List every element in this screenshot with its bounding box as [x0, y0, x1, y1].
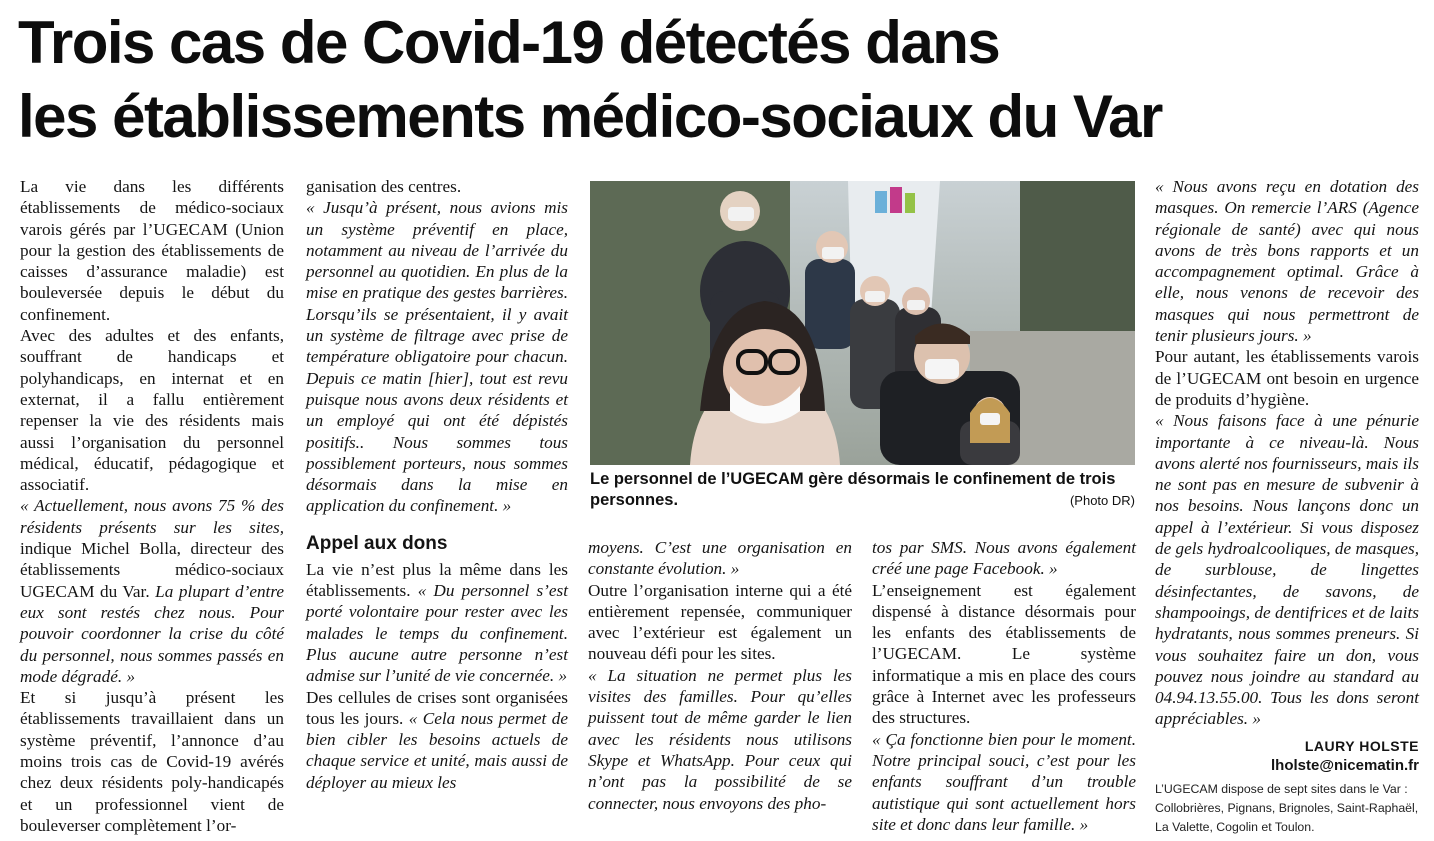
paragraph [1155, 176, 1419, 346]
caption-text: Le personnel de l’UGECAM gère désormais le confinement de trois personnes. [590, 470, 1116, 509]
paragraph: Outre l’organisation interne qui a été entièrement repensée, communiquer avec l’extérieur est également un nouveau défi pour les sites. [588, 580, 852, 664]
quote-text: « La situation ne permet plus les visites des familles. Pour qu’elles puissent tout de même garder le lien avec les résidents nous utilisons Skype et WhatsApp. Pour ceux qui n’ont pas la possibilité de se connecter, nous envoyons des pho- [588, 665, 852, 813]
paragraph [1155, 410, 1419, 729]
article-column-3 [588, 537, 852, 814]
headline-line-1: Trois cas de Covid-19 détectés dans [18, 9, 1000, 76]
quote-text: tos par SMS. Nous avons également créé une page Facebook. » [872, 538, 1136, 579]
paragraph [588, 665, 852, 814]
section-subheading: Appel aux dons [306, 532, 448, 554]
sites-footnote: L’UGECAM dispose de sept sites dans le Var : Collobrières, Pignans, Brignoles, Saint-Raphaël, La Valette, Cogolin et Toulon. [1155, 781, 1419, 834]
article-column-1 [20, 176, 284, 836]
body-text: indique Michel Bolla, directeur des établissements médico-sociaux UGECAM du Var. [20, 539, 284, 601]
paragraph: L’enseignement est également dispensé à distance désormais pour les enfants des établissements de l’UGECAM. Le système informatique a mis en place des cours grâce à Internet avec les professeurs des structures. [872, 580, 1136, 728]
group-selfie-illustration [590, 181, 1135, 465]
article-photo [590, 181, 1135, 465]
paragraph [872, 537, 1136, 580]
paragraph: Avec des adultes et des enfants, souffrant de handicaps et polyhandicaps, en internat et en externat, il a fallu entièrement repenser la vie des résidents mais aussi l’organisation du personnel médical, éducatif, pédagogique et associatif. [20, 326, 284, 495]
headline [18, 6, 1428, 154]
paragraph [306, 197, 568, 516]
paragraph: ganisation des centres. [306, 177, 462, 196]
quote-text: « Jusqu’à présent, nous avions mis un système préventif en place, notamment au niveau de l’arrivée du personnel au quotidien. En plus de la mise en pratique des gestes barrières. Lorsqu’ils se présentaient, il y avait un système de filtrage avec prise de température obligatoire pour chacun. Depuis ce matin [hier], tout est revu puisque nous avons deux résidents et un employé qui ont été dépistés positifs.. Nous sommes tous possiblement porteurs, nous sommes désormais dans la mise en application du confinement. » [306, 198, 568, 516]
paragraph: Et si jusqu’à présent les établissements travaillaient dans un système préventif, l’annonce d’au moins trois cas de Covid-19 avérés chez deux résidents poly-handicapés et un professionnel vient de bouleverser complètement l’or- [20, 688, 284, 835]
author-email[interactable]: lholste@nicematin.fr [1271, 756, 1419, 774]
quote-text: « Nous faisons face à une pénurie importante à ce niveau-là. Nous avons alerté nos fournisseurs, mais ils ne sont pas en mesure de subvenir à nos besoins. Nous lançons donc un appel à l’extérieur. Si vous disposez de gels hydroalcooliques, de masques, de surblouse, de lingettes désinfectantes, de savons, de shampooings, de dentifrices et de laits hydratants, nous sommes preneurs. Si vous souhaitez faire un don, vous pouvez nous joindre au standard au 04.94.13.55.00. Tous les dons seront appréciables. » [1155, 411, 1419, 729]
article-column-2 [306, 176, 568, 793]
paragraph: Pour autant, les établissements varois de l’UGECAM ont besoin en urgence de produits d’hygiène. [1155, 347, 1419, 409]
photo-credit: (Photo DR) [1069, 493, 1135, 508]
paragraph: La vie dans les différents établissements de médico-sociaux varois gérés par l’UGECAM (Union pour la gestion des établissements de caisses d’assurance maladie) est bouleversée depuis le début du confinement. [20, 177, 284, 324]
quote-text: « Ça fonctionne bien pour le moment. Notre principal souci, c’est pour les enfants souffrant d’un trouble autistique qui sont actuellement hors site et donc dans leur famille. » [872, 729, 1136, 834]
paragraph [20, 495, 284, 687]
author-name: LAURY HOLSTE [1304, 737, 1419, 754]
quote-text: moyens. C’est une organisation en constante évolution. » [588, 538, 852, 579]
article-column-5 [1155, 176, 1419, 837]
quote-text: « Du personnel s’est porté volontaire pour rester avec les malades le temps du confinement. Plus aucune autre personne n’est admise sur l’unité de vie concernée. » [306, 581, 568, 686]
paragraph [872, 729, 1136, 835]
quote-text: « Cela nous permet de bien cibler les besoins actuels de chaque service et unité, mais aussi de déployer au mieux les [306, 708, 568, 792]
headline-line-2: les établissements médico-sociaux du Var [18, 83, 1162, 150]
paragraph [306, 687, 568, 793]
paragraph [306, 559, 568, 687]
article-column-4 [872, 537, 1136, 835]
paragraph [588, 537, 852, 580]
photo-caption [590, 469, 1135, 511]
quote-text: « Actuellement, nous avons 75 % des résidents présents sur les sites, [20, 496, 284, 537]
quote-text: La plupart d’entre eux sont restés chez nous. Pour pouvoir coordonner la crise du côté du personnel, nous sommes passés en mode dégradé. » [20, 581, 284, 686]
body-text: La vie n’est plus la même dans les établissements. [306, 559, 568, 601]
quote-text: « Nous avons reçu en dotation des masques. On remercie l’ARS (Agence régionale de santé) avec qui nous avons de très bons rapports et un accompagnement optimal. Grâce à elle, nous venons de recevoir des masques qui nous permettront de tenir plusieurs jours. » [1155, 177, 1419, 346]
body-text: Des cellules de crises sont organisées tous les jours. [306, 687, 568, 728]
